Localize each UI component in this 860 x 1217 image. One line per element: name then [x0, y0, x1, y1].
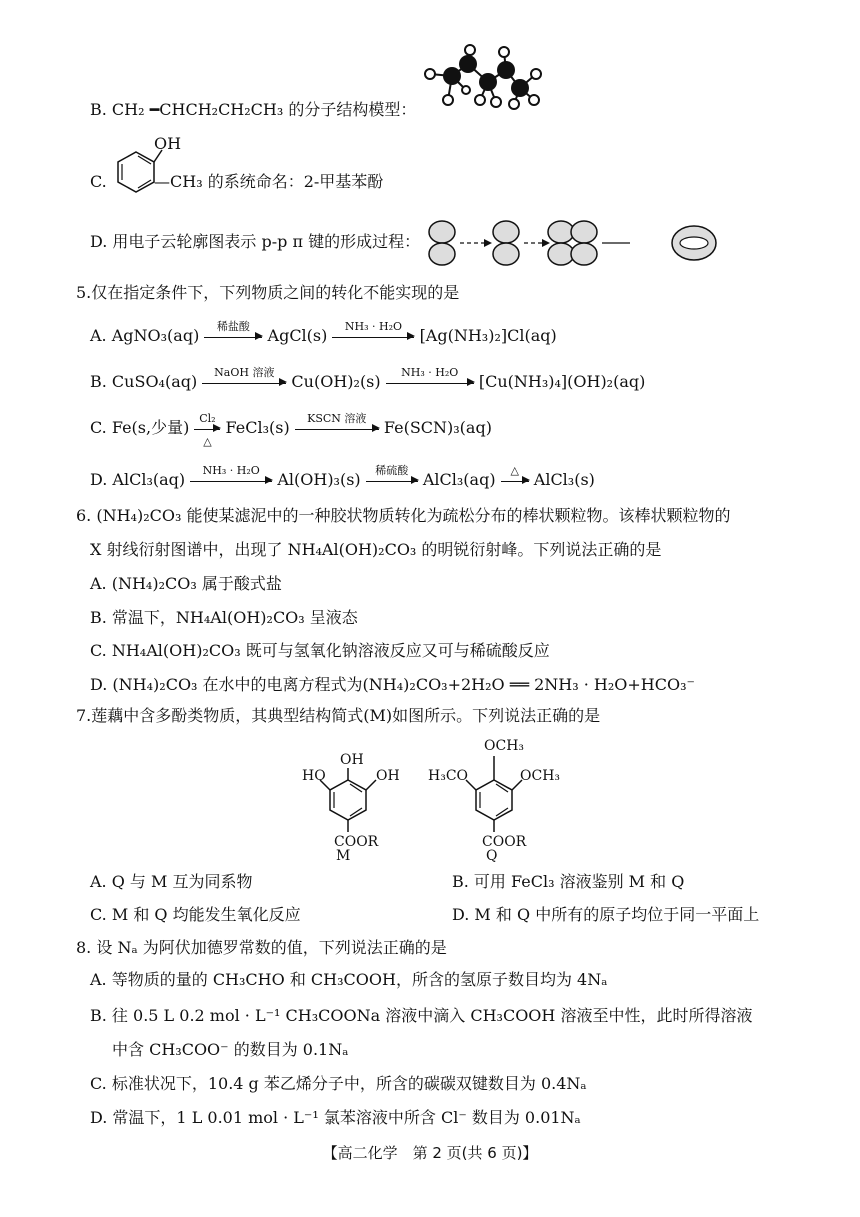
q4-option-c-oh: OH	[154, 134, 182, 153]
reaction-arrow	[501, 463, 529, 482]
q6-stem-line2: X 射线衍射图谱中，出现了 NH₄Al(OH)₂CO₃ 的明锐衍射峰。下列说法正确的是	[90, 540, 662, 559]
reaction-arrow	[295, 411, 379, 430]
arrow-condition: NaOH 溶液	[214, 365, 275, 379]
q8-option-a: A. 等物质的量的 CH₃CHO 和 CH₃COOH，所含的氢原子数目均为 4Nₐ	[90, 970, 608, 989]
arrow-condition-below: △	[203, 434, 212, 448]
q8-stem: 8. 设 Nₐ 为阿伏加德罗常数的值，下列说法正确的是	[76, 938, 447, 957]
m-ho-left: HO	[302, 768, 326, 784]
q5-option-b	[90, 365, 646, 392]
q8-option-c: C. 标准状况下，10.4 g 苯乙烯分子中，所含的碳碳双键数目为 0.4Nₐ	[90, 1074, 587, 1093]
q7-option-d: D. M 和 Q 中所有的原子均位于同一平面上	[452, 905, 760, 924]
arrow-condition: 稀硫酸	[375, 463, 409, 477]
electron-cloud-diagram	[426, 220, 726, 266]
reaction-arrow	[332, 319, 414, 338]
q-h3co-left: H₃CO	[428, 768, 469, 784]
q5-option-a	[90, 319, 557, 346]
q5-d-s1: D. AlCl₃(aq)	[90, 470, 186, 489]
q5-option-c	[90, 411, 492, 448]
q5-b-s3: [Cu(NH₃)₄](OH)₂(aq)	[478, 372, 646, 391]
reaction-arrow	[366, 463, 418, 482]
q-och3-right: OCH₃	[520, 768, 561, 784]
q7-stem: 7.莲藕中含多酚类物质，其典型结构简式(M)如图所示。下列说法正确的是	[76, 706, 601, 725]
q5-option-d	[90, 463, 595, 490]
q5-c-s3: Fe(SCN)₃(aq)	[383, 418, 492, 437]
q5-a-s2: AgCl(s)	[267, 326, 328, 345]
m-label: M	[336, 848, 351, 864]
reaction-arrow	[194, 411, 220, 448]
q4-option-c-label: C.	[90, 172, 107, 191]
q6-option-b: B. 常温下，NH₄Al(OH)₂CO₃ 呈液态	[90, 608, 358, 627]
q5-d-s2: Al(OH)₃(s)	[277, 470, 361, 489]
arrow-condition: KSCN 溶液	[307, 411, 367, 425]
q6-option-c: C. NH₄Al(OH)₂CO₃ 既可与氢氧化钠溶液反应又可与稀硫酸反应	[90, 641, 550, 660]
q7-option-c: C. M 和 Q 均能发生氧化反应	[90, 905, 301, 924]
q5-a-s1: A. AgNO₃(aq)	[90, 326, 200, 345]
m-oh-right: OH	[376, 768, 400, 784]
arrow-condition: NH₃ · H₂O	[344, 319, 403, 333]
page-footer: 【高二化学 第 2 页(共 6 页)】	[322, 1144, 538, 1162]
q8-option-d: D. 常温下，1 L 0.01 mol · L⁻¹ 氯苯溶液中所含 Cl⁻ 数目为 0.01Nₐ	[90, 1108, 581, 1127]
q6-option-a: A. (NH₄)₂CO₃ 属于酸式盐	[90, 574, 282, 593]
q5-d-s4: AlCl₃(s)	[533, 470, 595, 489]
q-och3-top: OCH₃	[484, 738, 525, 754]
arrow-condition: 稀盐酸	[216, 319, 250, 333]
arrow-condition: NH₃ · H₂O	[401, 365, 459, 379]
q5-d-s3: AlCl₃(aq)	[422, 470, 496, 489]
q5-b-s1: B. CuSO₄(aq)	[90, 372, 198, 391]
q7-option-b: B. 可用 FeCl₃ 溶液鉴别 M 和 Q	[452, 872, 685, 891]
q7-option-a: A. Q 与 M 互为同系物	[90, 872, 253, 891]
q5-c-s2: FeCl₃(s)	[225, 418, 290, 437]
q8-option-b-line1: B. 往 0.5 L 0.2 mol · L⁻¹ CH₃COONa 溶液中滴入 CH₃COOH 溶液至中性，此时所得溶液	[90, 1006, 753, 1025]
arrow-condition: NH₃ · H₂O	[202, 463, 260, 477]
q4-option-b: B. CH₂ ━CHCH₂CH₂CH₃ 的分子结构模型：	[90, 100, 417, 119]
q6-option-d: D. (NH₄)₂CO₃ 在水中的电离方程式为(NH₄)₂CO₃+2H₂O ══ 2NH₃ · H₂O+HCO₃⁻	[90, 675, 695, 694]
q5-b-s2: Cu(OH)₂(s)	[291, 372, 381, 391]
reaction-arrow	[386, 365, 474, 384]
q-label: Q	[486, 848, 498, 864]
reaction-arrow	[190, 463, 272, 482]
m-oh-top: OH	[340, 752, 364, 768]
structure-q	[424, 736, 564, 862]
q5-stem: 5.仅在指定条件下，下列物质之间的转化不能实现的是	[76, 283, 460, 302]
q5-c-s1: C. Fe(s,少量)	[90, 418, 190, 437]
q4-option-d: D. 用电子云轮廓图表示 p-p π 键的形成过程：	[90, 232, 421, 251]
structure-m	[296, 750, 416, 862]
q8-option-b-line2: 中含 CH₃COO⁻ 的数目为 0.1Nₐ	[112, 1040, 349, 1059]
reaction-arrow	[204, 319, 262, 338]
q6-stem-line1: 6. (NH₄)₂CO₃ 能使某滤泥中的一种胶状物质转化为疏松分布的棒状颗粒物。该棒状颗粒物的	[76, 506, 731, 525]
arrow-condition: △	[510, 463, 519, 477]
reaction-arrow	[202, 365, 286, 384]
q4-option-c-text: —CH₃ 的系统命名：2-甲基苯酚	[154, 172, 384, 191]
q5-a-s3: [Ag(NH₃)₂]Cl(aq)	[419, 326, 557, 345]
arrow-condition: Cl₂	[199, 411, 216, 425]
q-coor: COOR	[482, 834, 527, 850]
m-coor: COOR	[334, 834, 379, 850]
ball-stick-model-icon	[418, 42, 558, 122]
